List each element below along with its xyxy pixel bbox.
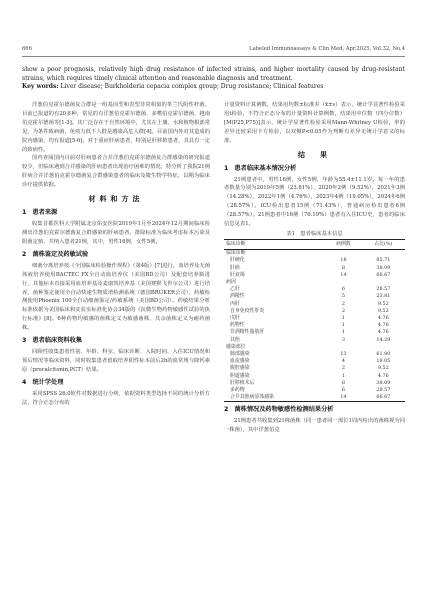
table-cell-count: 1	[341, 372, 346, 379]
table-cell-name: 腹腔感染	[230, 365, 250, 372]
table-row	[224, 293, 405, 300]
table-row	[224, 286, 405, 293]
table-cell-count: 2	[341, 365, 346, 372]
table-cell-percent: 4.76	[377, 315, 389, 321]
paragraph-results-2: 21例患者共收集到21株菌株（同一患者同一部位1周内检出的菌株视为同一株菌），其中洋葱伯克	[224, 418, 405, 434]
table-cell-percent: 9.52	[377, 307, 389, 314]
table-cell-count: 6	[341, 286, 346, 293]
table-header-percent: 占比(%)	[362, 239, 405, 249]
table-cell-name: 胆道感染	[230, 372, 250, 379]
table-cell-percent: 4.76	[377, 372, 389, 379]
paragraph-strain-id: 细菌分离培养按《全国临床检验操作规程》（第4版）[7]进行，血培养及无菌体液培养使用BACTEC FX全自动血培养仪（美国BD公司）及配套培养瓶进行，其他标本直接采用血培养基及麦康凯培养基（美国赛默飞世尔公司）进行培养，菌种鉴定使用全自动快速生物质谱检测系统（德国BRUKER公司）、药敏检测使用Phoenix 100全自动细菌鉴定/药敏系统（美国BD公司）。药敏结果分析标准依据为美国临床和实验室标准化协会34版的《抗微生物药物敏感性试验的执行标准》[8]。6种药物均敏感的菌株定义为敏感菌株，其余菌株定义为耐药菌株。	[22, 262, 210, 332]
table-row	[224, 272, 405, 279]
table-group-row	[224, 250, 405, 258]
table-row	[224, 337, 405, 344]
table-caption: 表1 患者临床基本信息	[286, 230, 343, 237]
page-number: 666	[22, 46, 32, 52]
table-body	[224, 250, 405, 402]
table-row	[224, 329, 405, 336]
table-cell-count: 4	[341, 358, 346, 365]
table-cell-percent: 9.52	[377, 300, 389, 307]
results-title: 结 果	[298, 150, 331, 159]
table-cell-name: 丙肝	[230, 300, 240, 307]
table-row	[224, 301, 405, 308]
table-cell-percent: 14.29	[376, 336, 391, 343]
table-cell-name: 乙肝	[230, 286, 240, 293]
table-row	[224, 315, 405, 322]
table-cell-count: 3	[341, 336, 346, 343]
table-cell-percent: 4.76	[377, 322, 389, 329]
table-cell-count: 1	[341, 329, 346, 336]
paragraph-clinical-data: 回顾性收集患者性别、年龄、科室、临床诊断、入院时间、入住ICU情况和预后情况等临床资料，同时收集患者留取培养阳性标本前后2h的血常规与降钙素原（procalcitonin,PCT）结果。	[22, 349, 210, 373]
paragraph-results-1: 21例患者中，男性16例，女性5例，年龄为55.4±11.1岁。每一年的患者数量分别为2019年5例（23.81%），2020年2例（9.52%），2021年3例（14.28%），2022年1例（4.76%），2023年4例（19.05%），2024年6例（28.57%）。ICU检出患者15例（71.43%），普通病房检出患者6例（28.57%）。21例患者中16例（76.19%）患者有入住ICU史，患者的临床信息见表1。	[224, 176, 405, 228]
table-cell-percent: 85.71	[376, 257, 391, 264]
table-row	[224, 380, 405, 387]
heading-patient-source: 1 患者来源	[22, 209, 58, 217]
table-cell-percent: 61.90	[376, 351, 391, 358]
table-header-diagnosis: 临床诊断	[224, 239, 325, 249]
table-row	[224, 394, 405, 402]
table-cell-name: 其他	[230, 336, 240, 343]
table-cell-count: 1	[341, 315, 346, 321]
table-cell-name: 血流感染	[230, 358, 250, 365]
table-cell-name: 戊肝	[230, 315, 240, 321]
table-row	[224, 365, 405, 372]
journal-title: Labeled Immunoassays & Clin Med, Apr.2025, Vol.32, No.4	[249, 46, 405, 52]
table-cell-count: 2	[341, 307, 346, 314]
table-cell-percent: 28.57	[376, 286, 391, 293]
table-cell-name: 肝移植术后	[230, 379, 255, 386]
abstract-tail: show a poor prognosis, relatively high drug resistance of infected strains, and higher mortality caused by drug-resistant strains, which requires timely clinical attention and reasonable diagnosis and treatment.	[22, 66, 405, 82]
left-column	[22, 101, 210, 408]
keywords-line	[22, 82, 405, 91]
heading-clinical-data: 3 患者临床资料收集	[22, 337, 82, 345]
table-cell-count: 18	[340, 257, 347, 264]
table-group-label: 病因	[226, 278, 236, 285]
table-group-row	[224, 279, 405, 286]
table-cell-count: 1	[341, 322, 346, 329]
table-cell-percent: 4.76	[377, 329, 389, 336]
table-cell-name: 肝衰竭	[230, 271, 245, 278]
table-clinical-info	[224, 229, 405, 402]
table-cell-count: 5	[341, 293, 346, 300]
paragraph-statistics-cont: 计量资料计算例数，结果用均数±标准差（x̄±s）表示，统计学显著性检验采用t检验，不符合正态分布的计量资料计算例数，结果用中位数（四分位数）[M(P25,P75)]表示，统计学显著性检验采用Mann-Whitney U检验，率的差异比较采用卡方检验，以双侧P<0.05作为判断有差异无统计学意义的标准。	[224, 102, 405, 144]
table-row	[224, 358, 405, 365]
table-cell-name: 肝癌	[230, 264, 240, 271]
running-header	[22, 46, 405, 56]
table-group-label: 临床诊断	[226, 250, 246, 257]
table-cell-name: 药物性	[230, 322, 245, 329]
table-row	[224, 308, 405, 315]
keywords-value: Liver disease; Burkholderia cepacia complex group; Drug resistance; Clinical features	[60, 83, 324, 90]
table-cell-count: 13	[340, 351, 347, 358]
table-cell-name: 肺部感染	[230, 351, 250, 358]
table-cell-name: 酒精性	[230, 293, 245, 300]
paragraph-statistics: 采用SPSS 26.0软件对数据进行分析，依据资料类型选择不同的统计分析方法，符合正态分布的	[22, 390, 210, 406]
table-cell-count: 14	[325, 394, 361, 402]
table-cell-name: 非酒精性脂肪肝	[230, 329, 265, 336]
paragraph-patient-source: 收集首都医科大学附属北京佑安医院2019年1月至2024年12月期间临床检测出洋葱伯克霍尔德菌复合群感染的肝病患者，排除标准为临床考虑标本污染及阴菌定植，共纳入患者21例，其中，男性16例，女性5例。	[22, 221, 210, 245]
keywords-label: Key words:	[22, 83, 59, 90]
table-cell-count: 2	[341, 300, 346, 307]
table-row	[224, 373, 405, 380]
table-cell-name: 肝硬化	[230, 257, 245, 264]
heading-statistics: 4 统计学处理	[22, 378, 64, 386]
header-rule	[22, 56, 405, 57]
table-group-label: 感染部位	[226, 343, 246, 350]
table-header-count: 病例数	[325, 239, 361, 249]
table-cell-count: 6	[341, 387, 346, 394]
intro-paragraph-2: 国内查阅国内目前对肝病患者合并洋葱伯克霍尔德菌复合群感染的研究报道较少，但临床遇到合并感染的肝病患者出现治疗困难的情况，特分析了我院21例肝病合并洋葱伯克霍尔德菌复合群感染患者的临床及微生物学特征，以期为临床诊疗提供依据。	[22, 155, 210, 189]
methods-title: 材料和方法	[88, 195, 144, 204]
table-cell-percent: 19.05	[376, 358, 391, 365]
right-column	[224, 101, 405, 435]
table-row	[224, 351, 405, 358]
table-cell-name: 多药物	[230, 387, 245, 394]
heading-results-2: 2 菌株情况及药物敏感性检测结果分析	[224, 406, 334, 414]
table-cell-count: 8	[341, 379, 346, 386]
table-group-row	[224, 344, 405, 351]
table-cell-percent: 23.81	[376, 293, 391, 300]
table-cell-percent: 9.52	[377, 365, 389, 372]
heading-strain-id: 2 菌株鉴定及药敏试验	[22, 250, 89, 258]
table-cell-percent: 66.67	[376, 271, 391, 278]
table-row	[224, 265, 405, 272]
heading-results-1: 1 患者临床基本情况分析	[224, 164, 297, 172]
table-cell-percent: 38.09	[376, 379, 391, 386]
intro-paragraph-1: 洋葱伯克霍尔德菌复合群是一组基因型和表型非常相似的革兰氏阴性杆菌。目前已报道的有20多种，常见的有洋葱伯克霍尔德菌、多嗜伯克霍尔德菌、越南伯克霍尔德菌等[1-3]。其广泛存在于自然环境中，尤其在土壤、水和植物根部常见，为条件致病菌，免疫力低下人群是感染高危人群[4]。目前国内外对其造成的院内感染，均有报道[5-6]。对于重症肝病患者，特别是肝移植患者，其具有一定的致病性。	[22, 102, 210, 153]
table-cell-percent: 28.57	[376, 387, 391, 394]
table-cell-name: 自身免疫性肝炎	[230, 307, 265, 314]
table-cell-count: 8	[341, 264, 346, 271]
table-cell-count: 14	[340, 271, 347, 278]
table-cell-percent: 38.09	[376, 264, 391, 271]
table-cell-name: 合并其他病原体感染	[224, 394, 325, 402]
table-row	[224, 257, 405, 264]
table-cell-percent: 66.67	[362, 394, 405, 402]
